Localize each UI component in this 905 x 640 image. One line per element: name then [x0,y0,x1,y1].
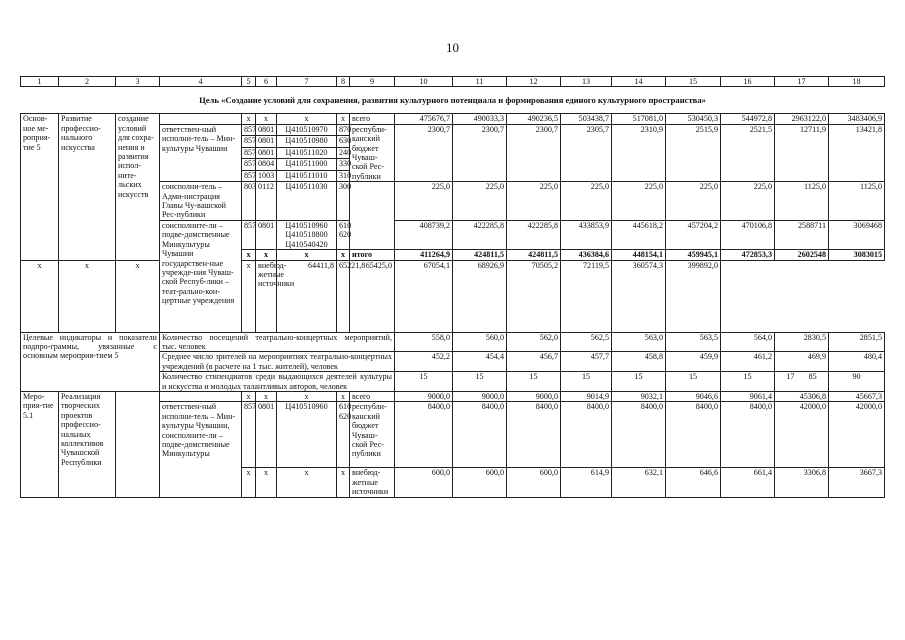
table-cell: x [59,260,116,332]
event51-total-row [21,391,885,401]
table-cell: 3667,3 [829,468,885,498]
table-cell: 2602548 [775,250,829,260]
table-cell: 517081,0 [612,114,666,124]
table-cell: 9046,6 [666,391,721,401]
table-cell: 15 [395,372,453,392]
table-cell: x [337,468,350,498]
table-cell: 12711,9 [775,124,829,135]
table-cell: 456,7 [507,352,561,372]
table-cell [507,136,561,147]
table-cell: 490033,3 [453,114,507,124]
table-cell: 225,0 [453,182,507,221]
table-cell [561,136,612,147]
goal-row [21,87,885,114]
table-cell: 454,4 [453,352,507,372]
table-cell: 399892,0 [666,260,721,332]
column-number-16: 16 [721,77,775,87]
table-cell: 857 [242,159,256,170]
table-cell [350,220,395,249]
table-cell: 9061,4 [721,391,775,401]
table-cell: 564,0 [721,332,775,352]
table-cell [507,147,561,158]
column-number-15: 15 [666,77,721,87]
table-cell: Ц410511000 [277,159,337,170]
table-cell: x [256,468,277,498]
table-cell: 445618,2 [612,220,666,249]
table-cell [612,159,666,170]
table-cell: 408739,2 [395,220,453,249]
column-number-2: 2 [59,77,116,87]
table-cell: 1125,0 [775,182,829,221]
table-cell: 360574,3 [612,260,666,332]
table-cell: 2300,7 [507,124,561,135]
table-cell: 563,0 [612,332,666,352]
table-cell: 2521,5 [721,124,775,135]
event5-type: Основ-ное ме-роприя-тие 5 [21,114,59,260]
table-cell [775,136,829,147]
extra-row [21,260,885,332]
table-cell: 45667,3 [829,391,885,401]
table-cell: 8400,0 [507,402,561,468]
table-cell: 3483406,9 [829,114,885,124]
table-cell: 2515,9 [666,124,721,135]
indicators-label: Целевые индикаторы и показатели подпро-граммы, увязанные с основным мероприя-тием 5 [21,332,160,391]
table-cell: 2851,5 [829,332,885,352]
table-cell: 2305,7 [561,124,612,135]
column-number-7: 7 [277,77,337,87]
page-number: 10 [446,40,459,55]
table-cell: 857 [242,124,256,135]
table-cell: 15 [666,372,721,392]
table-cell [721,170,775,182]
table-cell: 632,1 [612,468,666,498]
column-number-17: 17 [775,77,829,87]
table-cell: 3069468 [829,220,885,249]
table-cell: 459,9 [666,352,721,372]
table-cell [829,170,885,182]
table-cell: x [242,250,256,260]
table-cell: x [256,114,277,124]
table-cell: 461,2 [721,352,775,372]
table-cell: 15 [612,372,666,392]
table-cell: 8400,0 [453,402,507,468]
table-cell: 475676,7 [395,114,453,124]
extra-label: внебюд-жетные источники [256,260,277,332]
table-cell: 0801 [256,220,277,249]
table-cell: 8400,0 [666,402,721,468]
table-cell: 9000,0 [453,391,507,401]
table-cell [160,391,242,401]
table-cell: 225,0 [666,182,721,221]
table-cell [829,147,885,158]
table-cell [453,159,507,170]
responsible-label: ответствен-ный исполни-тель – Мин-культуры Чувашии [160,124,242,181]
table-cell [721,159,775,170]
table-cell [666,170,721,182]
table-cell [721,147,775,158]
table-cell: x [116,260,160,332]
table-cell [666,136,721,147]
table-cell: 225,0 [507,182,561,221]
table-cell: 13421,8 [829,124,885,135]
table-cell: 803 [242,182,256,221]
table-cell: 411264,9 [395,250,453,260]
table-cell: 560,0 [453,332,507,352]
table-cell: 90 [829,372,885,392]
table-cell: 424811,5 [453,250,507,260]
table-cell: республи-канский бюджет Чуваш-ской Рес-публики [350,402,395,468]
table-cell: 2300,7 [453,124,507,135]
column-number-18: 18 [829,77,885,87]
table-cell [453,136,507,147]
table-cell [507,170,561,182]
table-cell: Ц410511020 [277,147,337,158]
table-cell: Среднее число зрителей на мероприятиях театрально-концертных учреждений (в расчете на 1 тыс. жителей), человек [160,352,395,372]
event5-task: создание условий для сохра-нения и развития испол-ните-льских искусств [116,114,160,260]
table-cell: 436384,6 [561,250,612,260]
table-cell: x [337,391,350,401]
table-cell: x [277,391,337,401]
table-cell: 8400,0 [561,402,612,468]
table-cell: x [242,468,256,498]
table-cell: 8400,0 [612,402,666,468]
event5-total-row [21,114,885,124]
coexec1-label: соисполни-тель – Адми-нистрация Главы Чу-вашской Рес-публики [160,182,242,221]
table-cell: 0801 [256,402,277,468]
table-cell: 600,0 [395,468,453,498]
table-cell: 64411,8 [277,260,337,332]
goal-title: Цель «Создание условий для сохранения, развития культурного потенциала и формирования единого культурного пространства» [21,87,885,114]
table-cell: 661,4 [721,468,775,498]
table-cell: 544972,8 [721,114,775,124]
table-cell [453,170,507,182]
table-cell: x [256,391,277,401]
table-cell: Ц410511030 [277,182,337,221]
table-cell: 225,0 [395,182,453,221]
column-number-9: 9 [350,77,395,87]
table-cell: 9000,0 [507,391,561,401]
table-cell: 422285,8 [453,220,507,249]
table-cell: 9000,0 [395,391,453,401]
table-cell: 563,5 [666,332,721,352]
table-cell [507,159,561,170]
total-label: всего [350,114,395,124]
table-cell: x [277,114,337,124]
table-cell: 9014,9 [561,391,612,401]
table-cell: 459945,1 [666,250,721,260]
table-cell: 68926,9 [453,260,507,332]
table-cell: 630 [337,136,350,147]
table-cell: x [277,468,337,498]
table-cell [350,182,395,221]
table-cell: 2963122,0 [775,114,829,124]
table-cell: 600,0 [453,468,507,498]
table-cell [395,170,453,182]
table-cell: 3306,8 [775,468,829,498]
table-cell: 0801 [256,136,277,147]
table-cell: 469,9 [775,352,829,372]
table-cell: 457204,2 [666,220,721,249]
table-cell [612,136,666,147]
table-cell: 42000,0 [829,402,885,468]
table-cell: 15 [507,372,561,392]
table-cell [453,147,507,158]
table-cell: Количество посещений театрально-концертных мероприятий, тыс. человек [160,332,395,352]
table-cell: 562,5 [561,332,612,352]
table-cell [612,147,666,158]
table-cell: 503438,7 [561,114,612,124]
table-cell: 614,9 [561,468,612,498]
table-cell: 0801 [256,147,277,158]
table-cell: x [256,250,277,260]
table-cell: 0801 [256,124,277,135]
table-cell: Ц410511010 [277,170,337,182]
column-number-3: 3 [116,77,160,87]
table-cell: 857 [242,147,256,158]
table-cell: 562,0 [507,332,561,352]
table-cell: 857 [242,220,256,249]
table-cell: 490236,5 [507,114,561,124]
table-cell: 310 [337,170,350,182]
table-cell: Ц410510960 Ц410518800 Ц410540420 [277,220,337,249]
table-cell: 1125,0 [829,182,885,221]
column-number-8: 8 [337,77,350,87]
table-cell: всего [350,391,395,401]
table-cell: Ц410510980 [277,136,337,147]
table-cell: Ц410510960 [277,402,337,468]
table-cell [721,136,775,147]
table-cell [116,391,160,497]
table-cell: 9032,1 [612,391,666,401]
table-cell: 2300,7 [395,124,453,135]
table-cell: 330 [337,159,350,170]
table-cell: 646,6 [666,468,721,498]
table-cell: 424811,5 [507,250,561,260]
table-cell [561,170,612,182]
table-cell: 8400,0 [395,402,453,468]
table-cell: x [242,391,256,401]
table-cell: 240 [337,147,350,158]
table-cell: 458,8 [612,352,666,372]
table-cell: 0804 [256,159,277,170]
event51-type: Меро-прия-тие 5.1 [21,391,59,497]
table-cell: 2588711 [775,220,829,249]
column-number-4: 4 [160,77,242,87]
program-table [20,76,885,498]
column-number-14: 14 [612,77,666,87]
table-cell [829,159,885,170]
table-cell: 8400,0 [721,402,775,468]
table-cell [395,136,453,147]
table-cell [666,147,721,158]
column-number-6: 6 [256,77,277,87]
table-cell: Количество стипендиатов среди выдающихся деятелей культуры и искусства и молодых талантливых авторов, человек [160,372,395,392]
table-cell: 480,4 [829,352,885,372]
table-cell: 530450,3 [666,114,721,124]
table-cell: 857 [242,402,256,468]
table-cell: 1003 [256,170,277,182]
column-number-row [21,77,885,87]
table-cell: 72119,5 [561,260,612,332]
table-cell: 225,0 [561,182,612,221]
table-cell: 457,7 [561,352,612,372]
table-cell [561,147,612,158]
rb-label: республи-канский бюджет Чуваш-ской Рес-публики [350,124,395,181]
table-cell: 452,2 [395,352,453,372]
table-cell: x [337,114,350,124]
table-cell [612,170,666,182]
table-cell: 15 [721,372,775,392]
table-cell: 17 85 [775,372,829,392]
table-cell: 558,0 [395,332,453,352]
table-cell: 65221,8 [337,260,350,332]
column-number-10: 10 [395,77,453,87]
table-cell: 225,0 [721,182,775,221]
event51-name: Реализация творческих проектов профессио-нальных коллективов Чувашской Республики [59,391,116,497]
table-cell [395,159,453,170]
table-cell: 2830,5 [775,332,829,352]
table-cell: 422285,8 [507,220,561,249]
column-number-12: 12 [507,77,561,87]
coexec2-label: соисполните-ли – подве-домственные Минкультуры Чувашии государствен-ные учрежде-ния Чуваш-ской Респуб-лики – теат-рально-кон-цертные учреждения [160,220,242,332]
table-cell: 3083015 [829,250,885,260]
table-cell: 600,0 [507,468,561,498]
event51-resp-label: ответствен-ный исполни-тель – Мин-культуры Чувашии, соисполните-ли – подве-домственные Минкультуры [160,402,242,498]
table-cell: 857 [242,136,256,147]
column-number-1: 1 [21,77,59,87]
table-cell: 225,0 [612,182,666,221]
column-number-11: 11 [453,77,507,87]
table-cell: внебюд-жетные источники [350,468,395,498]
table-cell: 300 [337,182,350,221]
column-number-13: 13 [561,77,612,87]
table-cell: 65425,0 [350,260,395,332]
table-cell: 15 [453,372,507,392]
indicator-row-1 [21,332,885,352]
table-cell: x [242,260,256,332]
table-cell [160,114,242,124]
table-cell: 70505,2 [507,260,561,332]
table-cell: 0112 [256,182,277,221]
table-cell: 45306,8 [775,391,829,401]
event5-name: Развитие профессио-нального искусства [59,114,116,260]
table-cell: 448154,1 [612,250,666,260]
table-cell [395,147,453,158]
table-cell [561,159,612,170]
table-cell: Ц410510970 [277,124,337,135]
table-cell: x [242,114,256,124]
column-number-5: 5 [242,77,256,87]
table-cell: x [277,250,337,260]
table-cell [775,159,829,170]
table-cell: 610 620 [337,220,350,249]
itogo-label: итого [350,250,395,260]
table-cell: 42000,0 [775,402,829,468]
table-cell: 433853,9 [561,220,612,249]
table-cell: 67054,1 [395,260,453,332]
table-cell: 2310,9 [612,124,666,135]
table-cell: 470106,8 [721,220,775,249]
table-cell: x [21,260,59,332]
table-cell: 870 [337,124,350,135]
table-cell [775,147,829,158]
table-cell [775,170,829,182]
table-cell: 857 [242,170,256,182]
table-cell: x [337,250,350,260]
table-cell: 610 620 [337,402,350,468]
table-cell: 15 [561,372,612,392]
table-cell [666,159,721,170]
table-cell [829,136,885,147]
table-cell: 472853,3 [721,250,775,260]
